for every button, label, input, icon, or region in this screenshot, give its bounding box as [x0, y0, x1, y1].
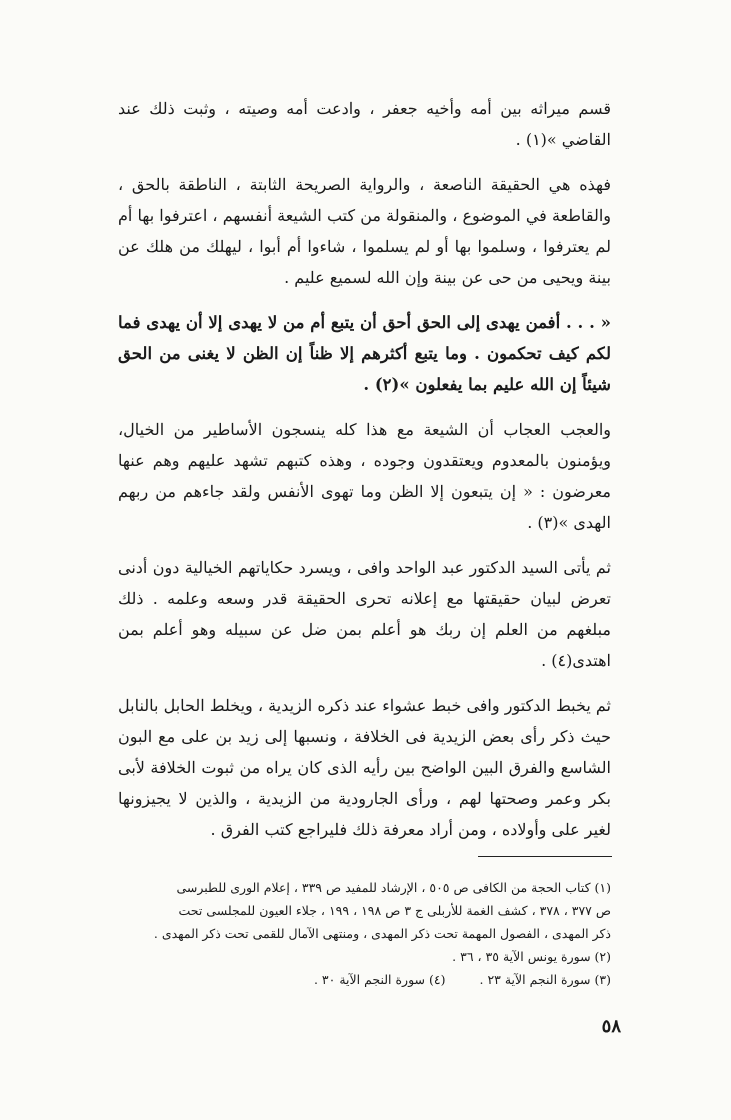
quran-quote-paragraph: « . . . أفمن يهدى إلى الحق أحق أن يتبع أم من لا يهدى إلا أن يهدى فما لكم كيف تحكمون . وما يتبع أكثرهم إلا ظناً إن الظن لا يغنى من الحق شيئاً إن الله عليم بما يفعلون »(٢) . — [118, 313, 611, 394]
footnote-2: (٢) سورة يونس الآية ٣٥ ، ٣٦ . — [452, 949, 611, 964]
footnote-1-line-3: ذكر المهدى ، الفصول المهمة تحت ذكر المهدى ، ومنتهى الآمال للقمى تحت ذكر المهدى . — [153, 926, 611, 941]
footnote-1-line-1: (١) كتاب الحجة من الكافى ص ٥٠٥ ، الإرشاد للمفيد ص ٣٣٩ ، إعلام الورى للطبرسى — [176, 880, 611, 895]
footnote-4: (٤) سورة النجم الآية ٣٠ . — [313, 972, 446, 987]
footnote-1-line-2: ص ٣٧٧ ، ٣٧٨ ، كشف الغمة للأربلى ج ٣ ص ١٩٨ ، ١٩٩ ، جلاء العيون للمجلسى تحت — [178, 903, 611, 918]
paragraph-5: ثم يأتى السيد الدكتور عبد الواحد وافى ، ويسرد حكاياتهم الخيالية دون أدنى تعرض لبيان حقيقتها مع إعلانه تحرى الحقيقة قدر وسعه وعلمه . ذلك مبلغهم من العلم إن ربك هو أعلم بمن ضل عن سبيله وهو أعلم بمن اهتدى(٤) . — [118, 558, 611, 670]
main-text — [118, 93, 611, 845]
footnote-divider — [478, 856, 612, 857]
paragraph-4: والعجب العجاب أن الشيعة مع هذا كله ينسجون الأساطير من الخيال، ويؤمنون بالمعدوم ويعتقدون وجوده ، وهذه كتبهم تشهد عليهم وهم عنها معرضون : « إن يتبعون إلا الظن وما تهوى الأنفس ولقد جاءهم من ربهم الهدى »(٣) . — [118, 420, 611, 532]
paragraph-1: قسم ميراثه بين أمه وأخيه جعفر ، وادعت أمه وصيته ، وثبت ذلك عند القاضي »(١) . — [118, 99, 611, 149]
page-number: ٥٨ — [601, 1016, 621, 1037]
paragraph-2: فهذه هي الحقيقة الناصعة ، والرواية الصريحة الثابتة ، الناطقة بالحق ، والقاطعة في الموضوع ، والمنقولة من كتب الشيعة أنفسهم ، اعترفوا بها أم لم يعترفوا ، وسلموا بها أو لم يسلموا ، شاءوا أم أبوا ، ليهلك من هلك عن بينة ويحيى من حى عن بينة وإن الله لسميع عليم . — [118, 175, 611, 287]
footnote-3: (٣) سورة النجم الآية ٢٣ . — [479, 972, 611, 987]
paragraph-6: ثم يخبط الدكتور وافى خبط عشواء عند ذكره الزيدية ، ويخلط الحابل بالنابل حيث ذكر رأى بعض الزيدية فى الخلافة ، ونسبها إلى زيد بن على مع البون الشاسع والفرق البين الواضح بين رأيه الذى كان يراه من ثبوت الخلافة لأبى بكر وعمر وصحتها لهم ، ورأى الجارودية من الزيدية ، والذين لا يجيزونها لغير على وأولاده ، ومن أراد معرفة ذلك فليراجع كتب الفرق . — [118, 696, 611, 839]
footnote-row-3-4 — [111, 968, 611, 991]
footnotes — [111, 876, 611, 991]
